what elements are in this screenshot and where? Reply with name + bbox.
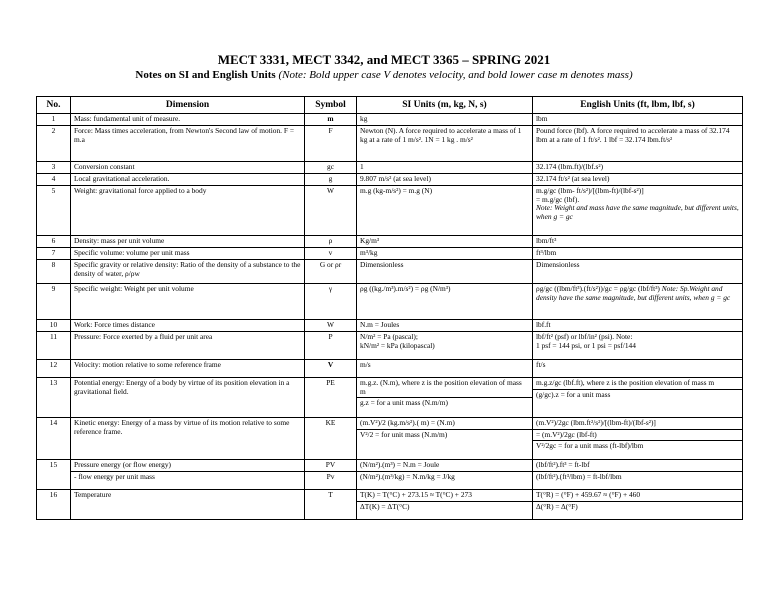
row-number: 3 [37,162,71,174]
row-number: 5 [37,186,71,236]
english-units-cell: Pound force (lbf). A force required to accelerate a mass of 32.174 lbm at a rate of 1 ft/s². 1 lbf = 32.174 lbm.ft/s² [533,126,743,162]
table-row [37,332,743,360]
dimension-line-2: - flow energy per unit mass [74,471,155,481]
table-row [37,260,743,284]
symbol-line-2: Pv [326,471,335,481]
symbol-cell: V [305,360,357,378]
english-units-line-3: V²/2gc = for a unit mass (ft-lbf)/lbm [536,441,644,451]
dimension-cell: Mass: fundamental unit of measure. [71,114,305,126]
si-units-cell [357,418,533,460]
si-units-line-1: m.g.z. (N.m), where z is the position elevation of mass m [360,378,522,396]
table-row [37,490,743,520]
english-units-line-2: = (m.V²)/2gc (lbf-ft) [536,429,597,439]
si-units-cell: kg [357,114,533,126]
dimension-cell: Work: Force times distance [71,320,305,332]
symbol-cell: F [305,126,357,162]
column-header-dimension: Dimension [71,97,305,114]
table-row [37,114,743,126]
si-units-line-2: V²/2 = for unit mass (N.m/m) [360,429,448,439]
symbol-cell: g [305,174,357,186]
english-units-line-2: Δ(°R) = Δ(°F) [536,501,578,511]
table-row [37,236,743,248]
dimension-cell [71,460,305,490]
table-row [37,418,743,460]
row-number: 11 [37,332,71,360]
english-units-line-1: m.g/gc (lbm- ft/s²)/[(lbm-ft)/(lbf-s²)] [536,186,644,195]
symbol-cell: gc [305,162,357,174]
row-number: 7 [37,248,71,260]
english-units-cell: 32.174 ft/s² (at sea level) [533,174,743,186]
english-units-line-2: (lbf/ft²).(ft³/lbm) = ft-lbf/lbm [536,471,622,481]
si-units-line-2: g.z = for a unit mass (N.m/m) [360,398,448,408]
dimension-cell: Local gravitational acceleration. [71,174,305,186]
row-number: 2 [37,126,71,162]
symbol-cell: KE [305,418,357,460]
si-units-cell [357,332,533,360]
dimension-cell: Pressure: Force exerted by a fluid per unit area [71,332,305,360]
symbol-cell: m [305,114,357,126]
table-row [37,174,743,186]
english-units-line-1: (lbf/ft²).ft³ = ft-lbf [536,460,590,469]
table-header-row [37,97,743,114]
symbol-cell: v [305,248,357,260]
english-units-cell: ft³/lbm [533,248,743,260]
english-units-line-2: = m.g/gc (lbf). [536,194,580,204]
english-units-cell [533,332,743,360]
row-number: 6 [37,236,71,248]
table-row [37,248,743,260]
si-units-cell: Kg/m³ [357,236,533,248]
si-units-cell: m/s [357,360,533,378]
table-row [37,126,743,162]
english-units-cell [533,418,743,460]
english-units-cell: ft/s [533,360,743,378]
symbol-cell: ρ [305,236,357,248]
table-row [37,320,743,332]
english-units-cell: lbf.ft [533,320,743,332]
dimension-cell: Temperature [71,490,305,520]
row-number: 12 [37,360,71,378]
si-units-cell: Newton (N). A force required to accelerate a mass of 1 kg at a rate of 1 m/s². 1N = 1 kg . m/s² [357,126,533,162]
si-units-line-2: (N/m²).(m³/kg) = N.m/kg = J/kg [360,471,455,481]
si-units-cell: m.g (kg-m/s²) = m.g (N) [357,186,533,236]
english-units-note: Note: Sp.Weight and density have the same magnitude, but different units, when g = gc [536,284,731,302]
english-units-line-1: m.g.z/gc (lbf.ft), where z is the position elevation of mass m [536,378,715,387]
table-row [37,360,743,378]
column-header-english-units: English Units (ft, lbm, lbf, s) [533,97,743,114]
dimension-line-1: Pressure energy (or flow energy) [74,460,172,469]
english-units-line-1: ρg/gc ((lbm/ft³).(ft/s²))/gc = ρg/gc (lbf/ft³) [536,284,660,293]
row-number: 16 [37,490,71,520]
table-row [37,186,743,236]
si-units-line-1: (N/m²).(m³) = N.m = Joule [360,460,440,469]
si-units-cell: m³/kg [357,248,533,260]
table-row [37,460,743,490]
english-units-cell: lbm/ft³ [533,236,743,248]
si-units-cell: ρg ((kg./m³).m/s²) = ρg (N/m³) [357,284,533,320]
column-header-symbol: Symbol [305,97,357,114]
si-units-cell: N.m = Joules [357,320,533,332]
si-units-line-1: N/m² = Pa (pascal); [360,332,418,341]
row-number: 10 [37,320,71,332]
dimension-cell: Potential energy: Energy of a body by virtue of its position elevation in a gravitational field. [71,378,305,418]
si-units-cell [357,490,533,520]
subtitle-main: Notes on SI and English Units [135,69,276,81]
si-units-line-1: (m.V²)/2 (kg.m/s²).( m) = (N.m) [360,418,455,427]
si-units-line-2: ΔT(K) = ΔT(°C) [360,501,410,511]
symbol-cell: W [305,186,357,236]
row-number: 14 [37,418,71,460]
column-header-si-units: SI Units (m, kg, N, s) [357,97,533,114]
english-units-line-2: 1 psf = 144 psi, or 1 psi = psf/144 [536,340,636,350]
symbol-line-1: PV [325,460,336,469]
dimension-cell: Specific gravity or relative density: Ratio of the density of a substance to the density of water, ρ/ρw [71,260,305,284]
dimension-cell: Specific weight: Weight per unit volume [71,284,305,320]
english-units-cell [533,186,743,236]
dimension-cell: Velocity: motion relative to some reference frame [71,360,305,378]
english-units-cell [533,490,743,520]
table-row [37,162,743,174]
english-units-cell [533,460,743,490]
table-row [37,378,743,418]
symbol-cell: γ [305,284,357,320]
dimension-cell: Specific volume: volume per unit mass [71,248,305,260]
row-number: 8 [37,260,71,284]
row-number: 9 [37,284,71,320]
si-units-cell: Dimensionless [357,260,533,284]
symbol-cell: P [305,332,357,360]
english-units-cell [533,284,743,320]
si-units-cell: 1 [357,162,533,174]
page-subtitle [0,69,768,81]
column-header-no: No. [37,97,71,114]
english-units-note: Note: Weight and mass have the same magnitude, but different units, when g = gc [536,203,739,221]
subtitle-note: (Note: Bold upper case V denotes velocity, and bold lower case m denotes mass) [278,69,633,81]
si-units-line-2: kN/m² = kPa (kilopascal) [360,340,435,350]
english-units-cell: lbm [533,114,743,126]
page-title: MECT 3331, MECT 3342, and MECT 3365 – SPRING 2021 [217,52,551,67]
symbol-cell: W [305,320,357,332]
dimension-cell: Force: Mass times acceleration, from Newton's Second law of motion. F = m.a [71,126,305,162]
units-table [36,96,743,520]
row-number: 13 [37,378,71,418]
english-units-cell [533,378,743,418]
dimension-cell: Kinetic energy: Energy of a mass by virtue of its motion relative to some reference frame. [71,418,305,460]
si-units-cell: 9.807 m/s² (at sea level) [357,174,533,186]
symbol-cell: G or ρr [305,260,357,284]
english-units-cell: 32.174 (lbm.ft)/(lbf.s²) [533,162,743,174]
si-units-line-1: T(K) = T(°C) + 273.15 ≈ T(°C) + 273 [360,490,472,499]
row-number: 15 [37,460,71,490]
row-number: 4 [37,174,71,186]
symbol-cell: PE [305,378,357,418]
dimension-cell: Weight: gravitational force applied to a body [71,186,305,236]
row-number: 1 [37,114,71,126]
english-units-cell: Dimensionless [533,260,743,284]
dimension-cell: Conversion constant [71,162,305,174]
english-units-line-1: (m.V²)/2gc (lbm.ft²/s²)/[(lbm-ft)/(lbf-s²)] [536,418,656,427]
symbol-cell: T [305,490,357,520]
dimension-cell: Density: mass per unit volume [71,236,305,248]
english-units-line-1: T(°R) = (°F) + 459.67 ≈ (°F) + 460 [536,490,641,499]
si-units-cell [357,460,533,490]
english-units-line-2: (g/gc).z = for a unit mass [536,389,611,399]
table-row [37,284,743,320]
english-units-line-1: lbf/ft² (psf) or lbf/in² (psi). Note: [536,332,633,341]
si-units-cell [357,378,533,418]
symbol-cell [305,460,357,490]
